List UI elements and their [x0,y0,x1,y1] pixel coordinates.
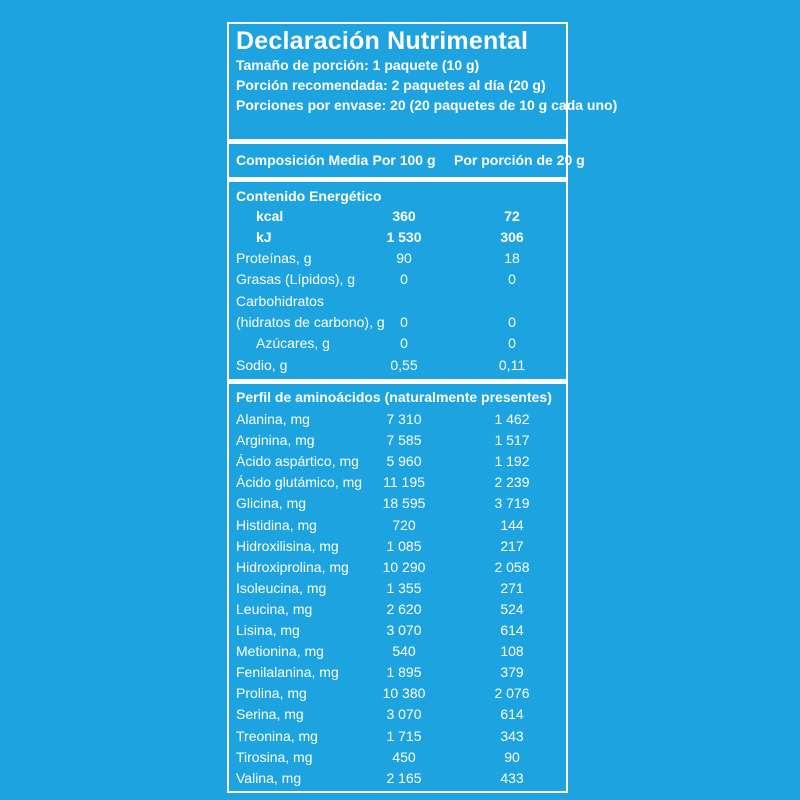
row-per-serving: 2 058 [494,558,530,575]
row-label: Treonina, mg [236,727,318,744]
row-per-100g: 450 [392,748,416,765]
row-per-100g: 1 715 [386,727,422,744]
amino-title: Perfil de aminoácidos (naturalmente presentes) [236,389,552,405]
row-per-100g: 0 [400,313,408,330]
row-per-100g: 0 [400,271,408,288]
row-per-serving: 18 [504,250,520,266]
row-label: kJ [256,229,272,245]
row-label: Isoleucina, mg [236,579,327,596]
row-per-serving: 524 [500,600,524,617]
row-per-100g: 2 620 [386,600,422,617]
row-per-serving: 2 076 [494,685,530,702]
row-label: Glicina, mg [236,495,307,512]
row-label: Ácido glutámico, mg [236,474,363,491]
row-label: Tirosina, mg [236,748,313,765]
row-per-100g: 3 070 [386,622,422,638]
row-per-100g: 1 895 [386,664,422,681]
row-per-serving: 1 192 [494,453,530,470]
row-label: kcal [256,208,284,224]
divider [229,139,566,144]
row-per-serving: 2 239 [494,474,530,491]
row-label: Grasas (Lípidos), g [236,271,356,288]
row-per-100g: 360 [392,208,416,224]
row-label: Proteínas, g [236,250,312,266]
row-per-serving: 90 [504,748,520,765]
row-per-100g: 1 355 [386,579,422,596]
row-label: (hidratos de carbono), g [236,313,385,330]
row-per-100g: 720 [392,516,416,533]
row-per-serving: 217 [500,537,524,554]
row-per-100g: 0,55 [390,356,418,373]
row-label: Fenilalanina, mg [236,664,339,681]
row-per-100g: 18 595 [382,495,426,512]
row-label: Ácido aspártico, mg [236,453,359,470]
row-per-serving: 144 [500,516,524,533]
row-label: Sodio, g [236,356,288,373]
row-per-serving: 0 [508,313,516,330]
row-label: Hidroxiprolina, mg [236,558,349,575]
row-per-serving: 0 [508,335,516,352]
header-per-100g: Por 100 g [372,152,436,168]
row-label: Leucina, mg [236,600,313,617]
row-per-100g: 11 195 [383,474,425,491]
row-per-serving: 614 [500,706,524,723]
nutrition-label-panel [227,22,618,793]
row-label: Valina, mg [236,769,302,786]
row-per-100g: 10 290 [382,558,426,575]
label-title: Declaración Nutrimental [236,27,529,55]
row-per-100g: 0 [400,335,408,352]
row-per-serving: 343 [500,727,524,744]
row-label: Hidroxilisina, mg [236,537,339,554]
row-per-serving: 379 [500,664,524,681]
row-per-100g: 7 310 [386,411,422,427]
servings-per-container: Porciones por envase: 20 (20 paquetes de 10 g cada uno) [236,97,618,113]
energy-title: Contenido Energético [236,188,382,204]
row-per-100g: 1 530 [386,229,422,245]
row-label: Azúcares, g [256,335,330,352]
row-per-100g: 5 960 [386,453,422,470]
header-composition: Composición Media [236,152,369,168]
row-label: Histidina, mg [236,516,317,533]
divider [229,379,566,384]
row-per-serving: 0,11 [498,356,526,373]
row-per-100g: 1 085 [386,537,422,554]
row-per-serving: 271 [500,579,524,596]
row-label: Carbohidratos [236,292,324,309]
row-per-serving: 1 517 [494,432,530,449]
recommended-serving: Porción recomendada: 2 paquetes al día (20 g) [236,77,546,93]
row-label: Metionina, mg [236,643,324,660]
row-per-serving: 614 [500,622,524,638]
row-label: Arginina, mg [236,432,315,449]
row-per-serving: 72 [504,208,520,224]
row-per-serving: 306 [500,229,524,245]
row-per-100g: 90 [396,250,412,266]
serving-size: Tamaño de porción: 1 paquete (10 g) [236,57,480,73]
row-per-serving: 3 719 [494,495,530,512]
row-per-100g: 3 070 [386,706,422,723]
row-per-serving: 108 [500,643,524,660]
row-per-serving: 0 [508,271,516,288]
row-per-100g: 2 165 [386,769,422,786]
row-per-serving: 433 [500,769,524,786]
row-per-serving: 1 462 [494,411,530,427]
row-per-100g: 10 380 [382,685,426,702]
row-label: Lisina, mg [236,622,300,638]
row-label: Alanina, mg [236,411,310,427]
divider [229,177,566,182]
row-label: Prolina, mg [236,685,307,702]
row-per-100g: 7 585 [386,432,422,449]
header-per-serving: Por porción de 20 g [454,152,585,168]
row-per-100g: 540 [392,643,416,660]
row-label: Serina, mg [236,706,304,723]
